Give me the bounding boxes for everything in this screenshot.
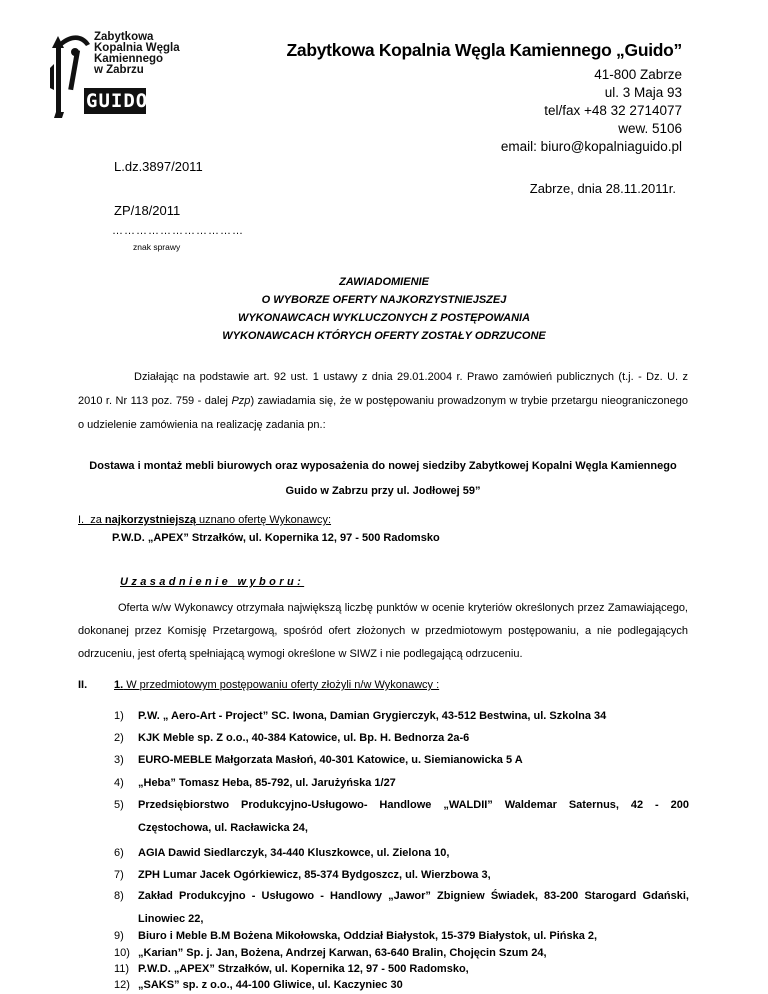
list-number: 8) — [114, 890, 124, 902]
list-number: 1) — [114, 710, 124, 722]
intro-pzp: Pzp — [231, 395, 251, 407]
bidder-name: „Karian” Sp. j. Jan, Bożena, Andrzej Karwan, 63-640 Bralin, Chojęcin Szum 24, — [138, 947, 547, 959]
justification-paragraph: Oferta w/w Wykonawcy otrzymała największą liczbę punktów w ocenie kryteriów określonych przez Zamawiającego, dokonanej przez Komisję Przetargową, spośród ofert złożonych w przedmiotowym postępowaniu, a nie podlegających odrzuceniu, jest ofertą spełniającą wymogi określone w SIWZ i nie podlegającą odrzuceniu. — [78, 602, 688, 660]
logo-line: Kamiennego — [94, 53, 164, 65]
notice-subtitle: WYKONAWCACH WYKLUCZONYCH Z POSTĘPOWANIA — [237, 312, 531, 324]
list-number: 9) — [114, 930, 124, 942]
bidder-name: Biuro i Meble B.M Bożena Mikołowska, Oddział Białystok, 15-379 Białystok, ul. Pińska 2, — [138, 930, 598, 942]
list-number: 11) — [114, 963, 130, 975]
ldz-number: L.dz.3897/2011 — [114, 159, 203, 174]
notice-subtitle: O WYBORZE OFERTY NAJKORZYSTNIEJSZEJ — [261, 294, 507, 306]
bidder-name: KJK Meble sp. Z o.o., 40-384 Katowice, ul. Bp. H. Bednorza 2a-6 — [138, 732, 470, 744]
case-number: ZP/18/2011 — [114, 203, 181, 218]
section-1-heading — [78, 514, 331, 526]
bidder-name: P.W.D. „APEX” Strzałków, ul. Kopernika 12, 97 - 500 Radomsko, — [138, 963, 469, 975]
list-item — [114, 710, 606, 722]
list-item — [114, 930, 597, 942]
bidder-name: P.W. „ Aero-Art - Project” SC. Iwona, Damian Grygierczyk, 43-512 Bestwina, ul. Szkolna 34 — [138, 710, 607, 722]
company-name: Zabytkowa Kopalnia Węgla Kamiennego „Guido” — [286, 40, 682, 60]
bidder-name: „SAKS” sp. z o.o., 44-100 Gliwice, ul. Kaczyniec 30 — [138, 979, 403, 991]
logo-word: GUIDO — [86, 90, 149, 112]
section-1-suffix: uznano ofertę Wykonawcy: — [196, 514, 332, 526]
section-1-bold: najkorzystniejszą — [104, 514, 196, 526]
list-item — [114, 732, 469, 744]
list-item — [114, 979, 403, 991]
phone-line: tel/fax +48 32 2714077 — [544, 103, 682, 118]
notice-title: ZAWIADOMIENIE — [339, 276, 429, 288]
list-number: 5) — [114, 799, 124, 811]
tender-subject: Dostawa i montaż mebli biurowych oraz wyposażenia do nowej siedziby Zabytkowej Kopalni Węgla Kamiennego Guido w Zabrzu przy ul. Jodłowej 59” — [89, 460, 677, 497]
list-item — [114, 963, 469, 975]
list-item — [114, 777, 396, 789]
intro-paragraph — [78, 365, 688, 437]
section-2-text: W przedmiotowym postępowaniu oferty złożyli n/w Wykonawcy : — [123, 679, 440, 691]
list-number: 6) — [114, 847, 124, 859]
list-item — [114, 869, 491, 881]
letter-date: Zabrze, dnia 28.11.2011r. — [529, 181, 676, 196]
list-item — [114, 947, 547, 959]
list-item — [114, 754, 523, 766]
bidder-name: Przedsiębiorstwo Produkcyjno-Usługowo- Handlowe „WALDII” Waldemar Saternus, 42 - 200 Częstochowa, ul. Racławicka 24, — [138, 799, 689, 834]
case-label: znak sprawy — [133, 242, 181, 252]
section-2-heading — [78, 679, 439, 691]
section-2-number: 1. — [114, 679, 124, 691]
list-number: 7) — [114, 869, 124, 881]
intro-text: Działając na podstawie art. 92 ust. 1 ustawy z dnia 29.01.2004 r. Prawo zamówień publicznych (t.j. - Dz. U. z 2010 r. Nr 113 poz. 759 - dalej — [78, 371, 688, 407]
company-logo — [50, 28, 200, 120]
list-item — [114, 847, 449, 859]
bidder-name: EURO-MEBLE Małgorzata Masłoń, 40-301 Katowice, u. Siemianowicka 5 A — [138, 754, 523, 766]
address-line: ul. 3 Maja 93 — [604, 85, 682, 100]
list-number: 4) — [114, 777, 124, 789]
extension-line: wew. 5106 — [618, 121, 682, 136]
list-item — [114, 885, 689, 931]
list-item — [114, 794, 689, 840]
section-2-roman: II. — [78, 679, 88, 691]
intro-text: ) zawiadamia się, że w postępowaniu prowadzonym w trybie przetargu nieograniczonego o udzielenie zamówienia na realizację zadania pn.: — [78, 395, 688, 431]
justification-heading: Uzasadnienie wyboru: — [120, 576, 305, 588]
address-line: 41-800 Zabrze — [594, 67, 682, 82]
logo-line: Zabytkowa — [94, 31, 154, 43]
bidder-name: Zakład Produkcyjno - Usługowo - Handlowy „Jawor” Zbigniew Świadek, 83-200 Starogard Gdański, Linowiec 22, — [138, 890, 689, 925]
list-number: 10) — [114, 947, 130, 959]
bidder-name: ZPH Lumar Jacek Ogórkiewicz, 85-374 Bydgoszcz, ul. Wierzbowa 3, — [138, 869, 491, 881]
notice-subtitle: WYKONAWCACH KTÓRYCH OFERTY ZOSTAŁY ODRZUCONE — [222, 330, 546, 342]
list-number: 12) — [114, 979, 130, 991]
email-line: email: biuro@kopalniaguido.pl — [500, 139, 682, 154]
winning-bidder: P.W.D. „APEX” Strzałków, ul. Kopernika 12, 97 - 500 Radomsko — [112, 532, 440, 544]
list-number: 3) — [114, 754, 124, 766]
bidder-name: „Heba” Tomasz Heba, 85-792, ul. Jarużyńska 1/27 — [138, 777, 396, 789]
signature-dots: …………………………… — [112, 225, 244, 237]
list-number: 2) — [114, 732, 124, 744]
section-1-prefix: I. za — [78, 514, 105, 526]
logo-line: w Zabrzu — [94, 64, 144, 76]
bidder-name: AGIA Dawid Siedlarczyk, 34-440 Kluszkowce, ul. Zielona 10, — [138, 847, 450, 859]
logo-line: Kopalnia Węgla — [94, 42, 180, 54]
